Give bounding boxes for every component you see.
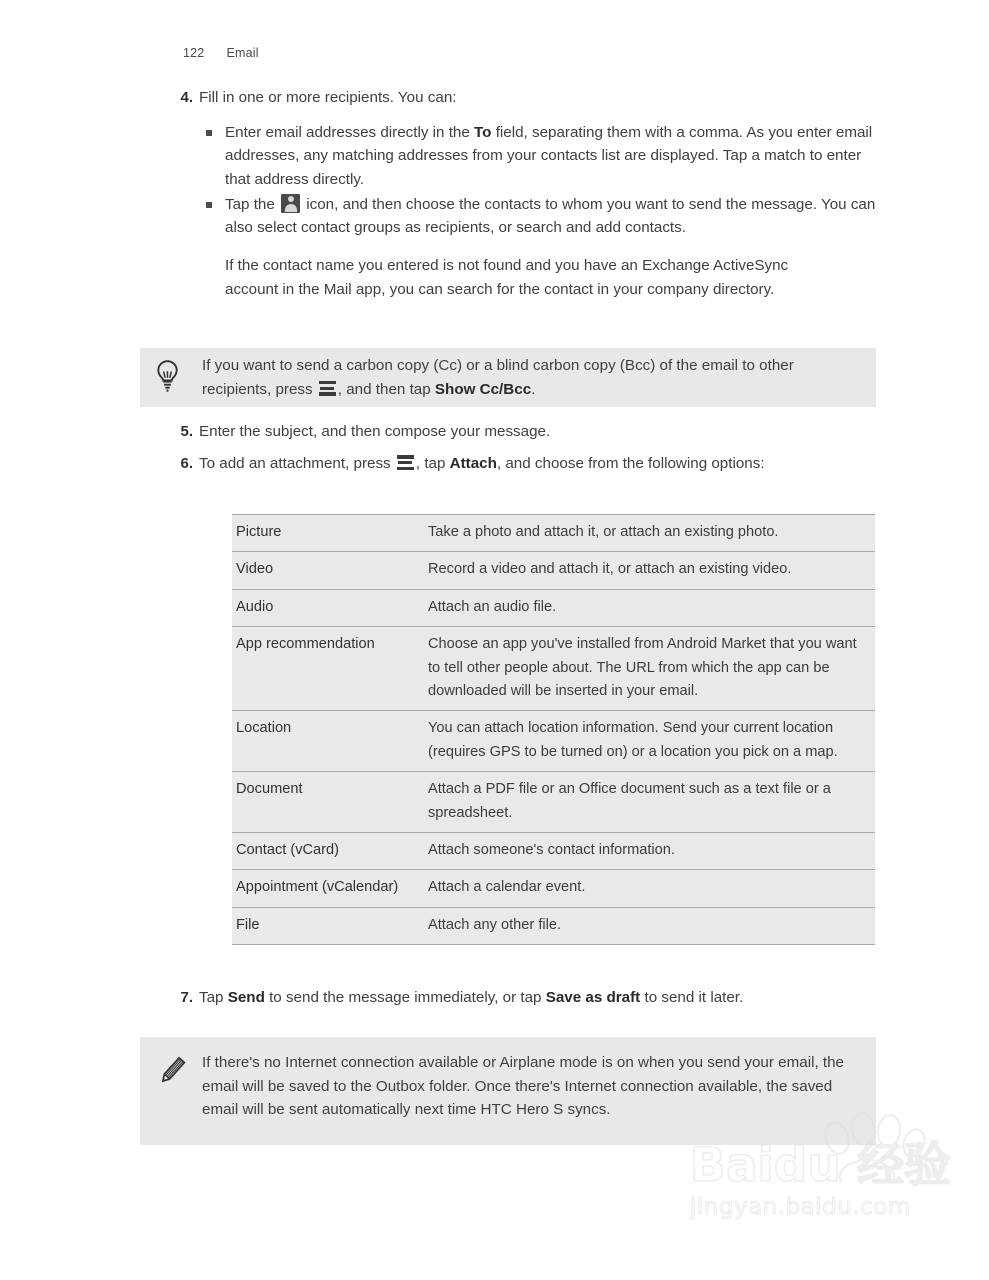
attachment-option-description: Record a video and attach it, or attach an existing video. [428,552,875,589]
step-6-text [199,452,863,476]
tip-text [202,354,860,401]
step-6-number: 6. [180,455,193,472]
list-item [199,193,883,240]
tip-callout [140,348,876,407]
table-row [232,907,875,944]
bullet-1-part2: field, separating them with a comma. As you enter email addresses, any matching addresses from your contacts list are displayed. Tap a match to enter that address directly. [225,123,873,188]
attachment-option-label: File [232,907,428,944]
baidu-watermark [690,1140,989,1260]
watermark-sub-text: jingyan.baidu.com [690,1194,911,1220]
note-text: If there's no Internet connection available or Airplane mode is on when you send your email, the email will be saved to the Outbox folder. Once there's Internet connection available, the saved email will be sent automatically next time HTC Hero S syncs. [202,1054,845,1119]
step-7-part2: to send the message immediately, or tap [264,989,546,1006]
step-4-text: Fill in one or more recipients. You can: [199,89,457,106]
attachment-option-label: Contact (vCard) [232,833,428,870]
attachment-option-label: Document [232,772,428,833]
contact-icon [281,194,300,213]
step-6 [163,452,863,476]
attachment-option-description: Attach an audio file. [428,589,875,626]
attachment-option-label: Video [232,552,428,589]
table-row [232,589,875,626]
watermark-main-text: Baidu 经验 [690,1138,952,1193]
step-7-bold-save: Save as draft [545,989,641,1006]
tip-part3: . [531,380,536,398]
menu-icon [319,380,336,397]
tip-bold: Show Cc/Bcc [434,380,532,398]
attachment-option-label: Picture [232,515,428,552]
lightbulb-icon [154,357,202,398]
attachment-option-description: Take a photo and attach it, or attach an existing photo. [428,515,875,552]
table-row [232,711,875,772]
attachment-option-label: Audio [232,589,428,626]
bullet-2-part1: Tap the [225,195,280,213]
bullet-1-part1: Enter email addresses directly in the [225,123,475,141]
step-6-part1: To add an attachment, press [199,455,395,472]
menu-icon [397,454,414,471]
table-row [232,552,875,589]
step-5-number: 5. [180,423,193,440]
bullet-2-part2: icon, and then choose the contacts to whom you want to send the message. You can also select contact groups as recipients, or search and add contacts. [225,195,876,237]
table-row [232,870,875,907]
attachment-option-description: Attach a calendar event. [428,870,875,907]
tip-part2: , and then tap [337,380,435,398]
running-header [183,46,259,60]
note-callout [140,1037,876,1145]
list-item [199,121,883,192]
step-6-part2: , tap [415,455,450,472]
bullet-1-bold: To [474,123,492,141]
table-row [232,833,875,870]
step-7-part3: to send it later. [640,989,744,1006]
step-5-text: Enter the subject, and then compose your message. [199,423,551,440]
table-row [232,515,875,552]
step-7-bold-send: Send [227,989,265,1006]
attachment-option-description: Attach a PDF file or an Office document such as a text file or a spreadsheet. [428,772,875,833]
attachment-option-description: Choose an app you've installed from Android Market that you want to tell other people about. The URL from which the app can be downloaded will be inserted in your email. [428,627,875,711]
step-7-number: 7. [180,989,193,1006]
step-7-text [199,986,903,1010]
step-6-bold: Attach [449,455,497,472]
step-7-part1: Tap [199,989,228,1006]
section-name: Email [226,46,259,60]
step-5 [163,420,883,444]
tip-part1: If you want to send a carbon copy (Cc) or a blind carbon copy (Bcc) of the email to other recipients, press [202,356,794,398]
attachment-option-label: Appointment (vCalendar) [232,870,428,907]
attachment-option-description: Attach any other file. [428,907,875,944]
table-row [232,627,875,711]
attachment-option-description: Attach someone's contact information. [428,833,875,870]
step-6-part3: , and choose from the following options: [496,455,765,472]
step-4 [163,86,883,301]
attachment-option-label: App recommendation [232,627,428,711]
table-row [232,772,875,833]
step-4-bullet-list [199,121,883,241]
pencil-icon [154,1051,202,1131]
attachment-option-description: You can attach location information. Send your current location (requires GPS to be turned on) or a location you pick on a map. [428,711,875,772]
step-4-body [199,86,883,301]
page-number: 122 [183,46,205,60]
attachment-options-table [232,514,875,945]
attachment-option-label: Location [232,711,428,772]
step-4-number: 4. [180,89,193,106]
step-7 [163,986,903,1010]
step-4-sub-paragraph: If the contact name you entered is not found and you have an Exchange ActiveSync account in the Mail app, you can search for the contact in your company directory. [225,257,789,298]
attachment-table-body [232,515,875,945]
